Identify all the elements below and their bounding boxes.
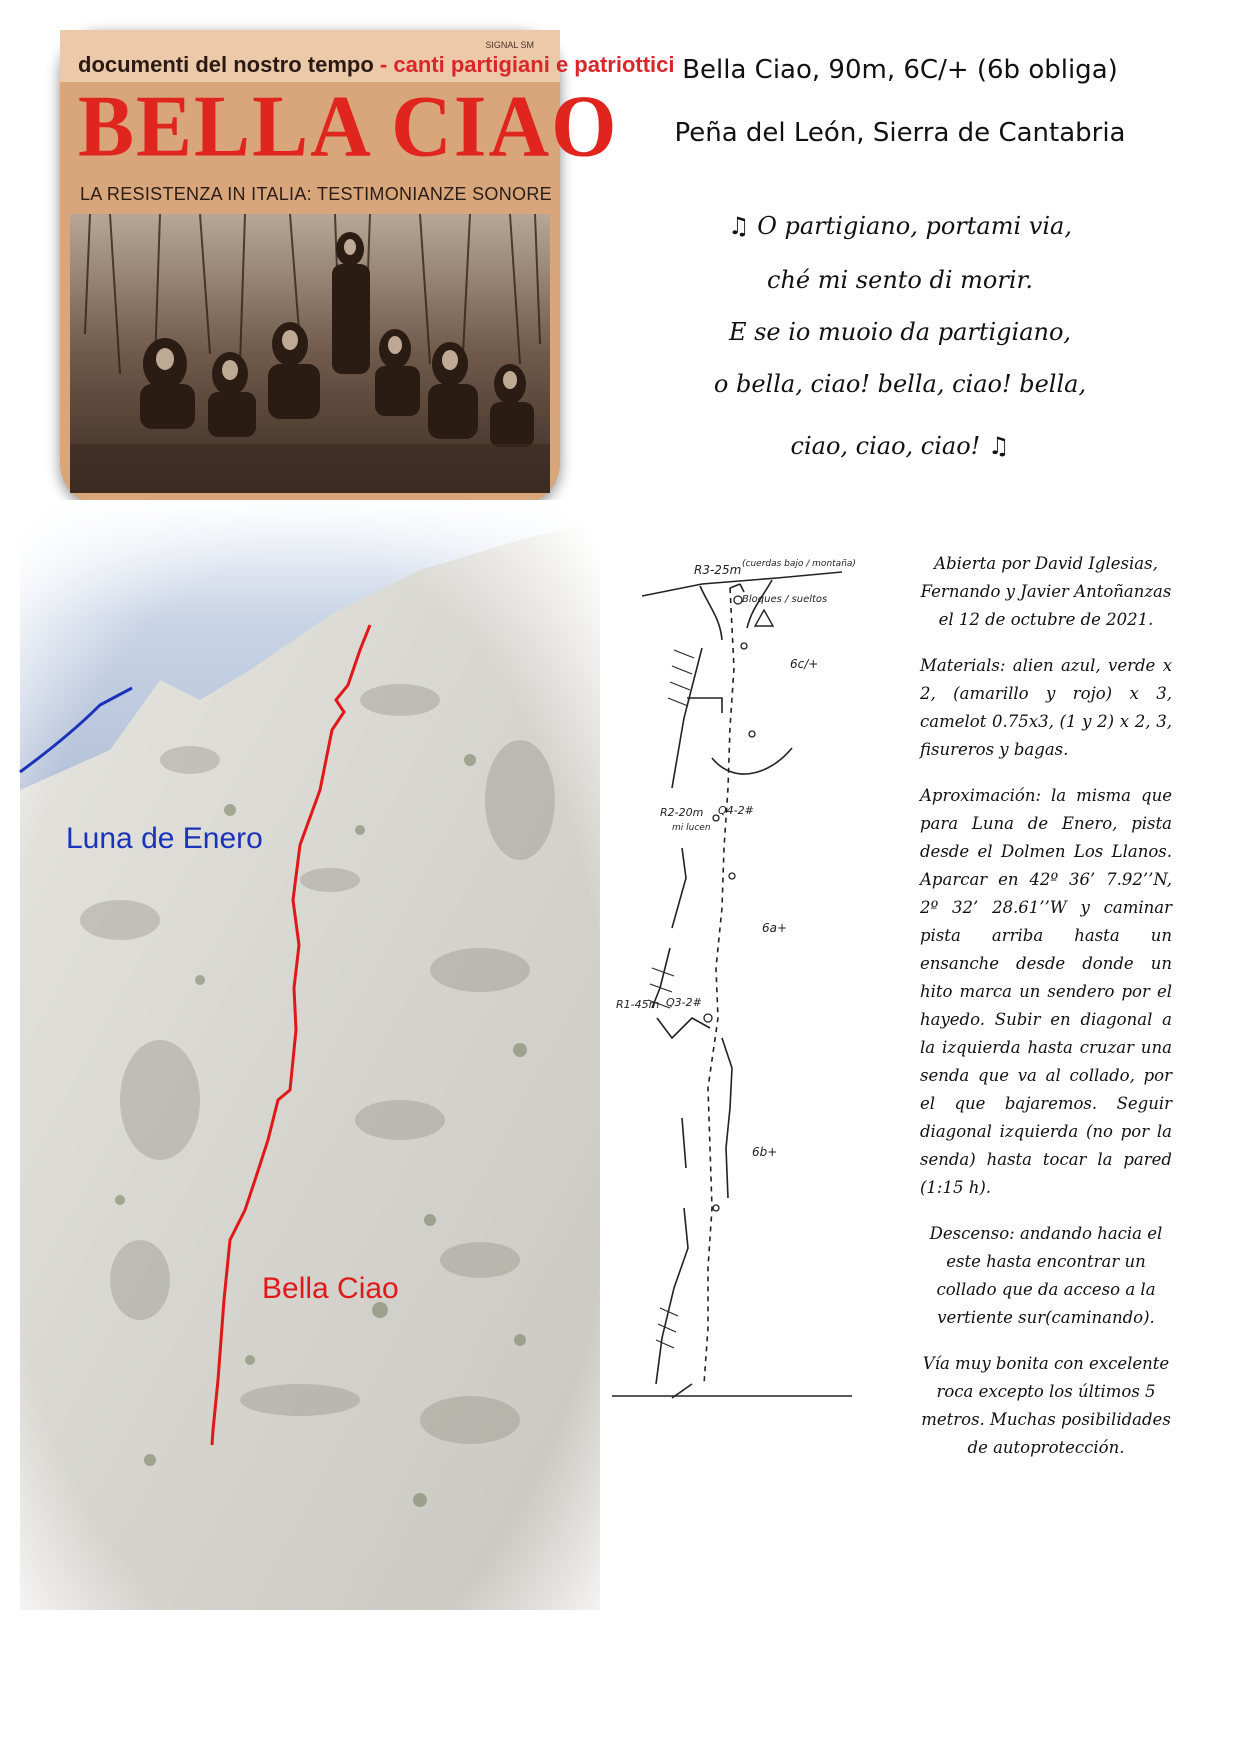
cover-series-line bbox=[78, 52, 675, 78]
route-title: Bella Ciao, 90m, 6C/+ (6b obliga) bbox=[682, 55, 1118, 85]
route-description bbox=[920, 550, 1172, 1480]
topo-grade-low: 6b+ bbox=[752, 1145, 778, 1159]
cover-title: BELLA CIAO bbox=[78, 77, 619, 176]
comment-text: Vía muy bonita con excelente roca excepto los últimos 5 metros. Muchas posibilidades de autoprotección. bbox=[921, 1354, 1171, 1457]
cover-subtitle: LA RESISTENZA IN ITALIA: TESTIMONIANZE SONORE bbox=[80, 184, 552, 204]
topo-r2-bolts: Q4-2# bbox=[718, 804, 754, 817]
lyric-line-5: ciao, ciao, ciao! ♫ bbox=[790, 432, 1010, 460]
lyric-line-3: E se io muoio da partigiano, bbox=[728, 318, 1072, 346]
topo-r1-bolts: Q3-2# bbox=[666, 996, 702, 1009]
route-topo-sketch bbox=[612, 548, 894, 1400]
cover-photo-partisans bbox=[70, 214, 550, 493]
lyric-line-1: ♫ O partigiano, portami via, bbox=[728, 212, 1072, 240]
approach-text: Aproximación: la misma que para Luna de Enero, pista desde el Dolmen Los Llanos. Aparcar en 42º 36’ 7.92’’N, 2º 32’ 28.61’’W y caminar pista arriba hasta un ensanche desde donde un hito marca un sendero por el hayedo. Subir en diagonal a la izquierda hasta cruzar una senda que va al collado, por el que bajaremos. Seguir diagonal izquierda (no por la senda) hasta tocar la pared (1:15 h). bbox=[920, 786, 1172, 1197]
topo-r3-label: R3-25m bbox=[694, 563, 742, 577]
lyric-line-4: o bella, ciao! bella, ciao! bella, bbox=[713, 370, 1087, 398]
opened-by-text: Abierta por David Iglesias, Fernando y Javier Antoñanzas el 12 de octubre de 2021. bbox=[920, 554, 1172, 629]
rock-face-photo bbox=[0, 500, 610, 1610]
lyric-line-2: ché mi sento di morir. bbox=[767, 266, 1033, 294]
topo-r1-label: R1-45m bbox=[616, 998, 660, 1011]
topo-drawing bbox=[612, 548, 894, 1400]
partisans-photo-illustration bbox=[70, 214, 550, 493]
topo-bloques-label: Bloques / sueltos bbox=[742, 594, 828, 605]
descent-text: Descenso: andando hacia el este hasta encontrar un collado que da acceso a la vertiente sur(caminando). bbox=[929, 1224, 1163, 1327]
cover-series-red-text: - canti partigiani e patriottici bbox=[379, 52, 675, 77]
rock-face-illustration bbox=[0, 500, 610, 1610]
topo-r3-note: (cuerdas bajo / montaña) bbox=[742, 559, 856, 569]
topo-grade-mid: 6a+ bbox=[762, 921, 788, 935]
cover-label-code: SIGNAL SM bbox=[485, 40, 534, 50]
materials-text: Materials: alien azul, verde x 2, (amarillo y rojo) x 3, camelot 0.75x3, (1 y 2) x 2, 3, fisureros y bagas. bbox=[920, 656, 1172, 759]
topo-r2-note: mi lucen bbox=[672, 823, 711, 833]
topo-r2-label: R2-20m bbox=[660, 806, 704, 819]
luna-de-enero-label: Luna de Enero bbox=[66, 822, 263, 855]
warning-triangle-icon bbox=[755, 610, 773, 626]
bella-ciao-label: Bella Ciao bbox=[262, 1272, 399, 1305]
cover-series-text: documenti del nostro tempo bbox=[78, 52, 374, 77]
topo-grade-top: 6c/+ bbox=[790, 657, 819, 671]
album-cover bbox=[60, 30, 675, 505]
route-location: Peña del León, Sierra de Cantabria bbox=[674, 118, 1126, 148]
